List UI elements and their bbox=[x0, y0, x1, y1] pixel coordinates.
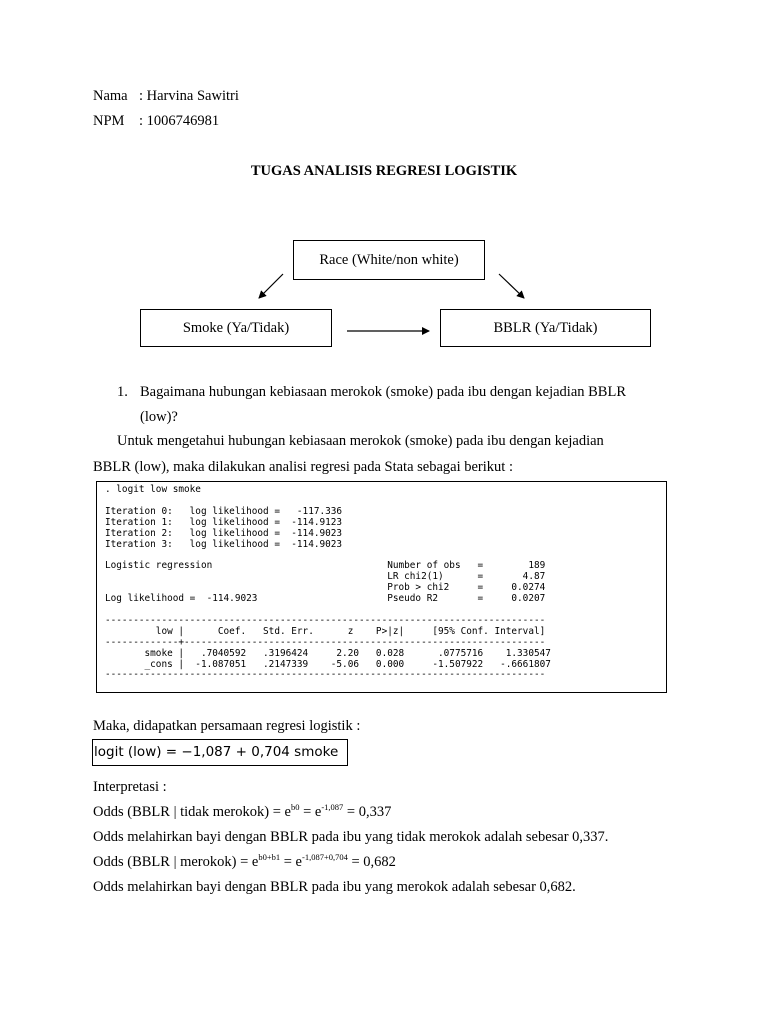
regression-equation: logit (low) = −1,087 + 0,704 smoke bbox=[92, 739, 348, 766]
odds1-exp2: -1,087 bbox=[321, 802, 344, 812]
question-line2: (low)? bbox=[140, 409, 178, 425]
intro-line2: BBLR (low), maka dilakukan analisi regresi pada Stata sebagai berikut : bbox=[93, 459, 513, 475]
odds1-text: Odds melahirkan bayi dengan BBLR pada ibu yang tidak merokok adalah sebesar 0,337. bbox=[93, 829, 609, 845]
page-title: TUGAS ANALISIS REGRESI LOGISTIK bbox=[250, 163, 518, 179]
odds2-mid: = e bbox=[280, 854, 302, 870]
diagram-label-smoke: Smoke (Ya/Tidak) bbox=[182, 319, 290, 336]
equation-intro: Maka, didapatkan persamaan regresi logistik : bbox=[93, 718, 361, 734]
question-line1: Bagaimana hubungan kebiasaan merokok (smoke) pada ibu dengan kejadian BBLR bbox=[140, 384, 627, 400]
odds2-prefix: Odds (BBLR | merokok) = e bbox=[93, 854, 259, 870]
stata-output: . logit low smoke Iteration 0: log likelihood = -117.336 Iteration 1: log likelihood = -114.9123 Iteration 2: log likelihood = -114.9023 Iteration 3: log likelihood = -114.9023 Logistic regression Number of obs = 189 LR chi2(1) = 4.87 Prob > chi2 = 0.0274 Log likelihood = -114.9023 Pseudo R2 = 0.0207 ------------------------------------------------------------------------------ low | Coef. Std. Err. z P>|z| [95% Conf. Interval] -------------+---------------------------------------------------------------- smoke | .7040592 .3196424 2.20 0.028 .0775716 1.330547 _cons | -1.087051 .2147339 -5.06 0.000 -1.507922 -.6661807 ------------------------------------------------------------------------------ bbox=[105, 484, 551, 681]
odds2-result: = 0,682 bbox=[347, 854, 396, 870]
odds-merokok bbox=[93, 854, 396, 871]
arrow-race-to-smoke bbox=[259, 274, 283, 298]
npm-value: : 1006746981 bbox=[139, 113, 220, 129]
intro-line1: Untuk mengetahui hubungan kebiasaan merokok (smoke) pada ibu dengan kejadian bbox=[117, 433, 604, 449]
odds1-prefix: Odds (BBLR | tidak merokok) = e bbox=[93, 804, 291, 820]
odds2-exp1: b0+b1 bbox=[258, 852, 281, 862]
arrow-race-to-bblr bbox=[499, 274, 524, 298]
odds1-exp1: b0 bbox=[290, 802, 300, 812]
npm-label: NPM bbox=[93, 113, 125, 129]
question-number: 1. bbox=[117, 384, 128, 400]
stata-output-box bbox=[96, 481, 667, 693]
diagram-label-bblr: BBLR (Ya/Tidak) bbox=[493, 319, 598, 336]
diagram-arrows bbox=[0, 0, 768, 400]
odds1-result: = 0,337 bbox=[343, 804, 392, 820]
name-label: Nama bbox=[93, 88, 128, 104]
odds2-text: Odds melahirkan bayi dengan BBLR pada ibu yang merokok adalah sebesar 0,682. bbox=[93, 879, 576, 895]
interpretasi-heading: Interpretasi : bbox=[93, 779, 167, 795]
odds-tidak-merokok bbox=[93, 804, 391, 821]
name-value: : Harvina Sawitri bbox=[139, 88, 239, 104]
odds2-exp2: -1,087+0,704 bbox=[302, 852, 348, 862]
diagram-label-race: Race (White/non white) bbox=[319, 251, 459, 268]
odds1-mid: = e bbox=[299, 804, 322, 820]
